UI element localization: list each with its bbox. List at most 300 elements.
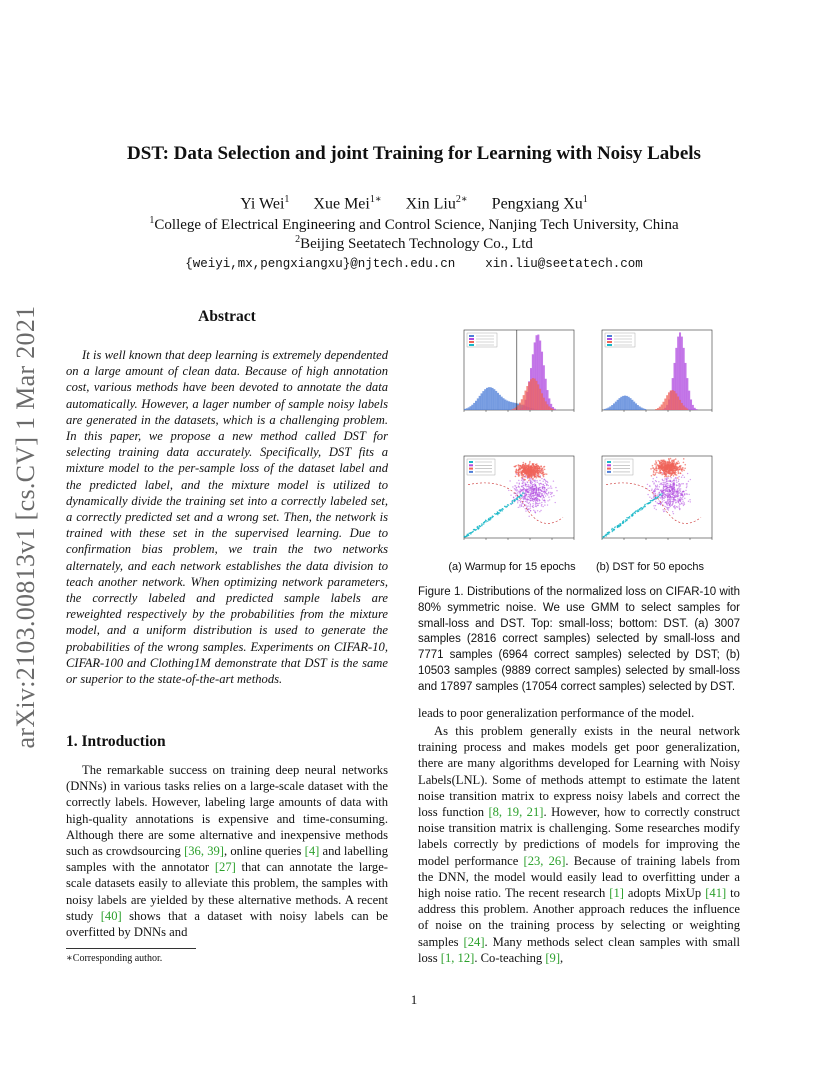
scatter-point-purple <box>526 494 527 495</box>
hist-bar-blue <box>481 393 483 410</box>
scatter-point-purple <box>524 488 525 489</box>
scatter-point-purple <box>659 503 660 504</box>
scatter-point-purple <box>655 505 656 506</box>
scatter-point-cyan <box>512 503 513 504</box>
scatter-point-purple <box>684 498 685 499</box>
scatter-point-purple <box>523 506 524 507</box>
scatter-point-purple <box>681 483 682 484</box>
figure-caption: Figure 1. Distributions of the normalized loss on CIFAR-10 with 80% symmetric noise. We use GMM to select samples for small-loss and DST. Top: small-loss; bottom: DST. (a) 3007 samples (2816 correct samples) selected by small-loss and 7771 samples (6964 correct samples) selected by DST; (b) 10503 samples (9889 correct samples) selected by small-loss and 17897 samples (17054 correct samples) selected by DST. <box>418 586 740 693</box>
scatter-point-purple <box>515 485 516 486</box>
scatter-point-cyan <box>648 503 649 504</box>
scatter-point-cyan <box>514 500 515 501</box>
scatter-point-red <box>661 462 663 464</box>
scatter-point-cyan <box>477 526 478 527</box>
author: Xin Liu <box>405 195 456 213</box>
citation-link[interactable]: [36, 39] <box>184 844 224 859</box>
scatter-point-red <box>527 469 529 471</box>
scatter-point-red <box>665 473 667 475</box>
scatter-point-purple <box>530 494 531 495</box>
affiliation <box>0 234 828 253</box>
citation-link[interactable]: [27] <box>214 860 236 875</box>
hist-bar-blue <box>641 408 643 410</box>
hist-bar-red <box>532 378 534 410</box>
hist-bar-blue <box>633 402 635 410</box>
scatter-point-cyan <box>478 528 479 529</box>
citation-link[interactable]: [40] <box>100 908 122 923</box>
scatter-point-red <box>520 470 522 472</box>
scatter-point-purple <box>516 487 517 488</box>
hist-bar-blue <box>628 397 630 410</box>
scatter-point-purple <box>535 485 536 486</box>
scatter-point-purple <box>520 489 521 490</box>
scatter-point-purple <box>684 493 685 494</box>
scatter-point-purple <box>542 487 543 488</box>
scatter-point-purple <box>690 479 691 480</box>
scatter-point-red <box>667 475 669 477</box>
scatter-point-purple <box>516 474 517 475</box>
legend-swatch <box>607 471 611 473</box>
legend-swatch <box>607 461 611 463</box>
hist-bar-blue <box>608 408 610 410</box>
scatter-point-purple <box>654 507 655 508</box>
legend-swatch <box>607 338 612 340</box>
hist-bar-blue <box>630 398 632 410</box>
scatter-point-red <box>668 470 670 472</box>
scatter-point-purple <box>647 484 648 485</box>
scatter-point-purple <box>546 489 547 490</box>
scatter-point-purple <box>535 502 536 503</box>
scatter-point-cyan <box>487 521 488 522</box>
scatter-point-purple <box>654 491 655 492</box>
hist-bar-blue <box>624 396 626 410</box>
scatter-point-red <box>535 468 537 470</box>
scatter-point-purple <box>522 491 523 492</box>
text-run: adopts MixUp <box>623 886 706 901</box>
scatter-point-purple <box>529 490 530 491</box>
scatter-point-purple <box>519 490 520 491</box>
scatter-point-cyan <box>500 510 501 511</box>
scatter-point-red <box>518 464 520 466</box>
scatter-point-red <box>658 467 660 469</box>
scatter-point-purple <box>538 483 539 484</box>
scatter-point-purple <box>529 497 530 498</box>
scatter-point-red <box>655 472 657 474</box>
hist-bar-red <box>530 379 532 410</box>
scatter-point-red <box>666 471 668 473</box>
scatter-point-purple <box>517 492 518 493</box>
scatter-point-red <box>683 462 685 464</box>
scatter-point-red <box>664 476 666 478</box>
scatter-point-purple <box>669 497 670 498</box>
author-mark: 1 <box>582 194 588 205</box>
scatter-point-purple <box>553 480 554 481</box>
scatter-point-purple <box>666 495 667 496</box>
intro-paragraph <box>66 762 388 940</box>
scatter-point-purple <box>528 487 529 488</box>
scatter-point-red <box>533 470 535 472</box>
scatter-point-purple <box>667 485 668 486</box>
scatter-point-purple <box>668 509 669 510</box>
scatter-point-purple <box>690 501 691 502</box>
text-run: , online queries <box>224 844 305 859</box>
citation-link[interactable]: [24] <box>463 934 485 949</box>
scatter-point-purple <box>673 478 674 479</box>
scatter-point-purple <box>668 494 669 495</box>
scatter-point-purple <box>516 482 517 483</box>
scatter-point-purple <box>682 499 683 500</box>
scatter-point-cyan <box>485 521 486 522</box>
scatter-point-cyan <box>617 527 618 528</box>
scatter-point-cyan <box>612 531 613 532</box>
text-run: . Co-teaching <box>474 950 546 965</box>
scatter-point-purple <box>675 502 676 503</box>
scatter-point-purple <box>530 483 531 484</box>
scatter-point-cyan <box>489 519 490 520</box>
hist-bar-blue <box>622 396 624 410</box>
scatter-point-cyan <box>483 523 484 524</box>
scatter-point-purple <box>670 485 671 486</box>
scatter-point-purple <box>550 486 551 487</box>
scatter-point-purple <box>526 501 527 502</box>
scatter-point-purple <box>510 495 511 496</box>
author-emails: {weiyi,mx,pengxiangxu}@njtech.edu.cn xin.liu@seetatech.com <box>185 257 643 271</box>
hist-bar-red <box>674 391 676 410</box>
author-mark: 1 <box>284 194 290 205</box>
scatter-point-purple <box>675 500 676 501</box>
scatter-point-purple <box>528 486 529 487</box>
scatter-point-purple <box>542 495 543 496</box>
scatter-point-cyan <box>652 500 653 501</box>
citation-link[interactable]: [41] <box>705 886 727 901</box>
scatter-point-purple <box>533 484 534 485</box>
scatter-point-purple <box>670 496 671 497</box>
scatter-point-purple <box>677 498 678 499</box>
hist-bar-red <box>528 382 530 410</box>
hist-bar-red <box>541 393 543 410</box>
scatter-point-purple <box>530 487 531 488</box>
scatter-point-purple <box>669 487 670 488</box>
scatter-point-cyan <box>625 521 626 522</box>
hist-bar-red <box>677 397 679 410</box>
scatter-point-purple <box>671 494 672 495</box>
citation-link[interactable]: [9] <box>545 950 561 965</box>
hist-bar-purple <box>692 405 694 410</box>
scatter-point-red <box>675 464 677 466</box>
scatter-point-purple <box>674 493 675 494</box>
scatter-point-purple <box>519 504 520 505</box>
text-run: The remarkable success on training deep neural networks (DNNs) in various tasks relies on a large-scale dataset with the correctly labels. However, labeling large amounts of data with high-quality annotations is expensive and time-consuming. Although there are some alternative and inexpensive methods such as crowdsourcing <box>66 763 388 859</box>
hist-bar-blue <box>506 401 508 410</box>
legend-swatch <box>469 464 473 466</box>
scatter-point-red <box>660 468 662 470</box>
scatter-point-purple <box>528 484 529 485</box>
hist-bar-blue <box>626 396 628 410</box>
scatter-point-purple <box>655 493 656 494</box>
scatter-point-red <box>661 463 663 465</box>
hist-bar-red <box>523 395 525 410</box>
scatter-point-purple <box>674 505 675 506</box>
scatter-point-purple <box>675 496 676 497</box>
scatter-point-purple <box>519 500 520 501</box>
scatter-plot <box>602 456 712 540</box>
hist-bar-blue <box>615 402 617 410</box>
scatter-point-cyan <box>639 508 640 509</box>
scatter-point-purple <box>526 484 527 485</box>
hist-bar-blue <box>499 395 501 410</box>
scatter-point-purple <box>543 492 544 493</box>
scatter-point-red <box>524 476 526 478</box>
scatter-point-cyan <box>641 507 642 508</box>
scatter-point-purple <box>527 489 528 490</box>
scatter-point-red <box>539 470 541 472</box>
scatter-point-cyan <box>626 517 627 518</box>
subfigure-caption-b: (b) DST for 50 epochs <box>595 561 704 573</box>
scatter-point-purple <box>542 493 543 494</box>
hist-bar-blue <box>492 388 494 410</box>
scatter-point-purple <box>544 504 545 505</box>
scatter-point-purple <box>515 489 516 490</box>
scatter-point-red <box>672 468 674 470</box>
citation-link[interactable]: [23, 26] <box>523 853 566 868</box>
scatter-point-purple <box>688 481 689 482</box>
scatter-point-cyan <box>638 511 639 512</box>
figure-panel-bottom-right <box>582 450 718 554</box>
scatter-point-purple <box>518 491 519 492</box>
scatter-point-red <box>677 477 679 479</box>
citation-link[interactable]: [4] <box>304 844 320 859</box>
text-run: . However, how to correctly construct noise transition matrix is challenging. Some researches modify labels correctly by predictions of models for improving the model performance <box>418 805 740 868</box>
scatter-point-red <box>678 473 680 475</box>
scatter-point-purple <box>539 503 540 504</box>
scatter-point-purple <box>674 487 675 488</box>
scatter-point-purple <box>543 484 544 485</box>
scatter-point-purple <box>529 488 530 489</box>
scatter-point-purple <box>652 481 653 482</box>
scatter-point-cyan <box>653 499 654 500</box>
scatter-point-red <box>671 463 673 465</box>
scatter-point-red <box>532 463 534 465</box>
hist-bar-purple <box>554 409 556 410</box>
scatter-point-purple <box>525 501 526 502</box>
scatter-point-red <box>543 476 545 478</box>
scatter-point-purple <box>673 506 674 507</box>
scatter-point-purple <box>525 508 526 509</box>
scatter-point-purple <box>548 496 549 497</box>
legend-swatch <box>469 468 473 470</box>
hist-bar-blue <box>484 389 486 410</box>
scatter-point-red <box>666 476 668 478</box>
scatter-point-purple <box>659 500 660 501</box>
scatter-point-purple <box>556 490 557 491</box>
scatter-point-cyan <box>632 515 633 516</box>
citation-link[interactable]: [1] <box>609 886 624 901</box>
scatter-point-purple <box>530 478 531 479</box>
scatter-point-purple <box>533 480 534 481</box>
scatter-point-purple <box>672 488 673 489</box>
scatter-point-red <box>537 467 539 469</box>
scatter-point-purple <box>679 492 680 493</box>
citation-link[interactable]: [8, 19, 21] <box>488 805 544 820</box>
scatter-point-red <box>539 468 541 470</box>
scatter-point-purple <box>658 492 659 493</box>
scatter-point-purple <box>689 499 690 500</box>
scatter-point-purple <box>662 491 663 492</box>
scatter-point-purple <box>667 500 668 501</box>
hist-bar-red <box>536 381 538 410</box>
hist-bar-blue <box>473 403 475 410</box>
scatter-point-purple <box>664 496 665 497</box>
scatter-point-red <box>515 476 517 478</box>
hist-bar-red <box>539 389 541 410</box>
right-column-line: leads to poor generalization performance of the model. <box>418 706 695 720</box>
scatter-point-purple <box>527 510 528 511</box>
scatter-point-cyan <box>625 519 626 520</box>
scatter-point-cyan <box>640 509 641 510</box>
scatter-point-purple <box>530 481 531 482</box>
hist-bar-red <box>548 406 550 410</box>
scatter-point-purple <box>526 502 527 503</box>
scatter-point-purple <box>544 502 545 503</box>
scatter-point-purple <box>532 499 533 500</box>
hist-bar-blue <box>644 409 646 410</box>
scatter-point-red <box>673 463 675 465</box>
scatter-point-purple <box>687 473 688 474</box>
scatter-point-purple <box>551 496 552 497</box>
scatter-point-purple <box>665 484 666 485</box>
scatter-point-red <box>682 467 684 469</box>
scatter-point-cyan <box>619 524 620 525</box>
scatter-point-red <box>677 470 679 472</box>
legend-swatch <box>469 338 474 340</box>
hist-bar-blue <box>504 400 506 410</box>
scatter-point-cyan <box>641 509 642 510</box>
hist-bar-blue <box>617 400 619 410</box>
scatter-point-cyan <box>471 532 472 533</box>
scatter-point-purple <box>543 500 544 501</box>
scatter-point-purple <box>683 502 684 503</box>
hist-bar-red <box>664 399 666 410</box>
scatter-point-purple <box>666 490 667 491</box>
scatter-point-red <box>537 475 539 477</box>
author-mark: 2∗ <box>455 194 468 205</box>
scatter-point-red <box>677 460 679 462</box>
scatter-point-purple <box>666 477 667 478</box>
scatter-point-purple <box>666 504 667 505</box>
hist-bar-blue <box>490 387 492 410</box>
hist-bar-blue <box>639 406 641 410</box>
scatter-point-purple <box>651 488 652 489</box>
scatter-point-red <box>524 479 526 481</box>
scatter-point-purple <box>540 487 541 488</box>
text-run: . Many methods select clean samples with small loss <box>418 934 740 965</box>
right-paragraph <box>418 723 740 966</box>
scatter-point-cyan <box>479 525 480 526</box>
scatter-point-purple <box>677 501 678 502</box>
scatter-point-purple <box>653 494 654 495</box>
scatter-point-red <box>675 458 677 460</box>
scatter-point-purple <box>671 504 672 505</box>
scatter-point-purple <box>670 502 671 503</box>
scatter-point-red <box>659 462 661 464</box>
scatter-point-cyan <box>512 501 513 502</box>
scatter-point-purple <box>676 500 677 501</box>
scatter-point-red <box>663 470 665 472</box>
scatter-point-red <box>531 465 533 467</box>
scatter-point-purple <box>663 486 664 487</box>
figure-panel-bottom-left <box>444 450 580 554</box>
scatter-point-red <box>665 468 667 470</box>
scatter-point-purple <box>534 511 535 512</box>
scatter-point-cyan <box>522 493 523 494</box>
scatter-point-cyan <box>523 492 524 493</box>
scatter-point-purple <box>667 483 668 484</box>
scatter-point-purple <box>547 488 548 489</box>
scatter-point-red <box>534 474 536 476</box>
hist-bar-purple <box>696 409 698 410</box>
legend-swatch <box>607 468 611 470</box>
scatter-point-red <box>544 473 546 475</box>
scatter-point-purple <box>515 495 516 496</box>
scatter-point-cyan <box>481 525 482 526</box>
scatter-point-red <box>530 467 532 469</box>
scatter-point-cyan <box>649 502 650 503</box>
scatter-point-cyan <box>488 518 489 519</box>
scatter-point-purple <box>555 487 556 488</box>
scatter-point-purple <box>686 493 687 494</box>
scatter-point-purple <box>673 513 674 514</box>
citation-link[interactable]: [1, 12] <box>440 950 475 965</box>
scatter-point-purple <box>536 506 537 507</box>
scatter-point-red <box>679 472 681 474</box>
scatter-point-red <box>659 464 661 466</box>
scatter-point-purple <box>523 498 524 499</box>
scatter-point-purple <box>513 497 514 498</box>
scatter-point-purple <box>521 480 522 481</box>
scatter-point-purple <box>530 497 531 498</box>
scatter-point-red <box>528 464 530 466</box>
scatter-point-purple <box>676 482 677 483</box>
scatter-point-cyan <box>483 522 484 523</box>
scatter-point-purple <box>525 485 526 486</box>
scatter-point-purple <box>532 495 533 496</box>
hist-bar-blue <box>477 398 479 410</box>
scatter-point-purple <box>684 477 685 478</box>
scatter-point-purple <box>686 487 687 488</box>
scatter-point-purple <box>680 500 681 501</box>
scatter-point-purple <box>533 492 534 493</box>
scatter-point-purple <box>539 484 540 485</box>
scatter-point-purple <box>529 506 530 507</box>
scatter-point-red <box>538 472 540 474</box>
scatter-point-purple <box>530 500 531 501</box>
scatter-point-cyan <box>608 531 609 532</box>
scatter-point-cyan <box>494 513 495 514</box>
scatter-point-purple <box>671 499 672 500</box>
hist-bar-purple <box>681 337 683 410</box>
hist-bar-blue <box>635 403 637 410</box>
hist-bar-red <box>545 401 547 410</box>
scatter-point-purple <box>525 510 526 511</box>
scatter-point-purple <box>678 500 679 501</box>
scatter-point-red <box>667 466 669 468</box>
author: Pengxiang Xu <box>491 195 583 213</box>
affiliation-text: College of Electrical Engineering and Control Science, Nanjing Tech University, China <box>154 217 679 233</box>
scatter-point-purple <box>660 483 661 484</box>
scatter-point-purple <box>539 511 540 512</box>
scatter-point-purple <box>666 488 667 489</box>
scatter-point-purple <box>655 480 656 481</box>
scatter-point-purple <box>686 485 687 486</box>
